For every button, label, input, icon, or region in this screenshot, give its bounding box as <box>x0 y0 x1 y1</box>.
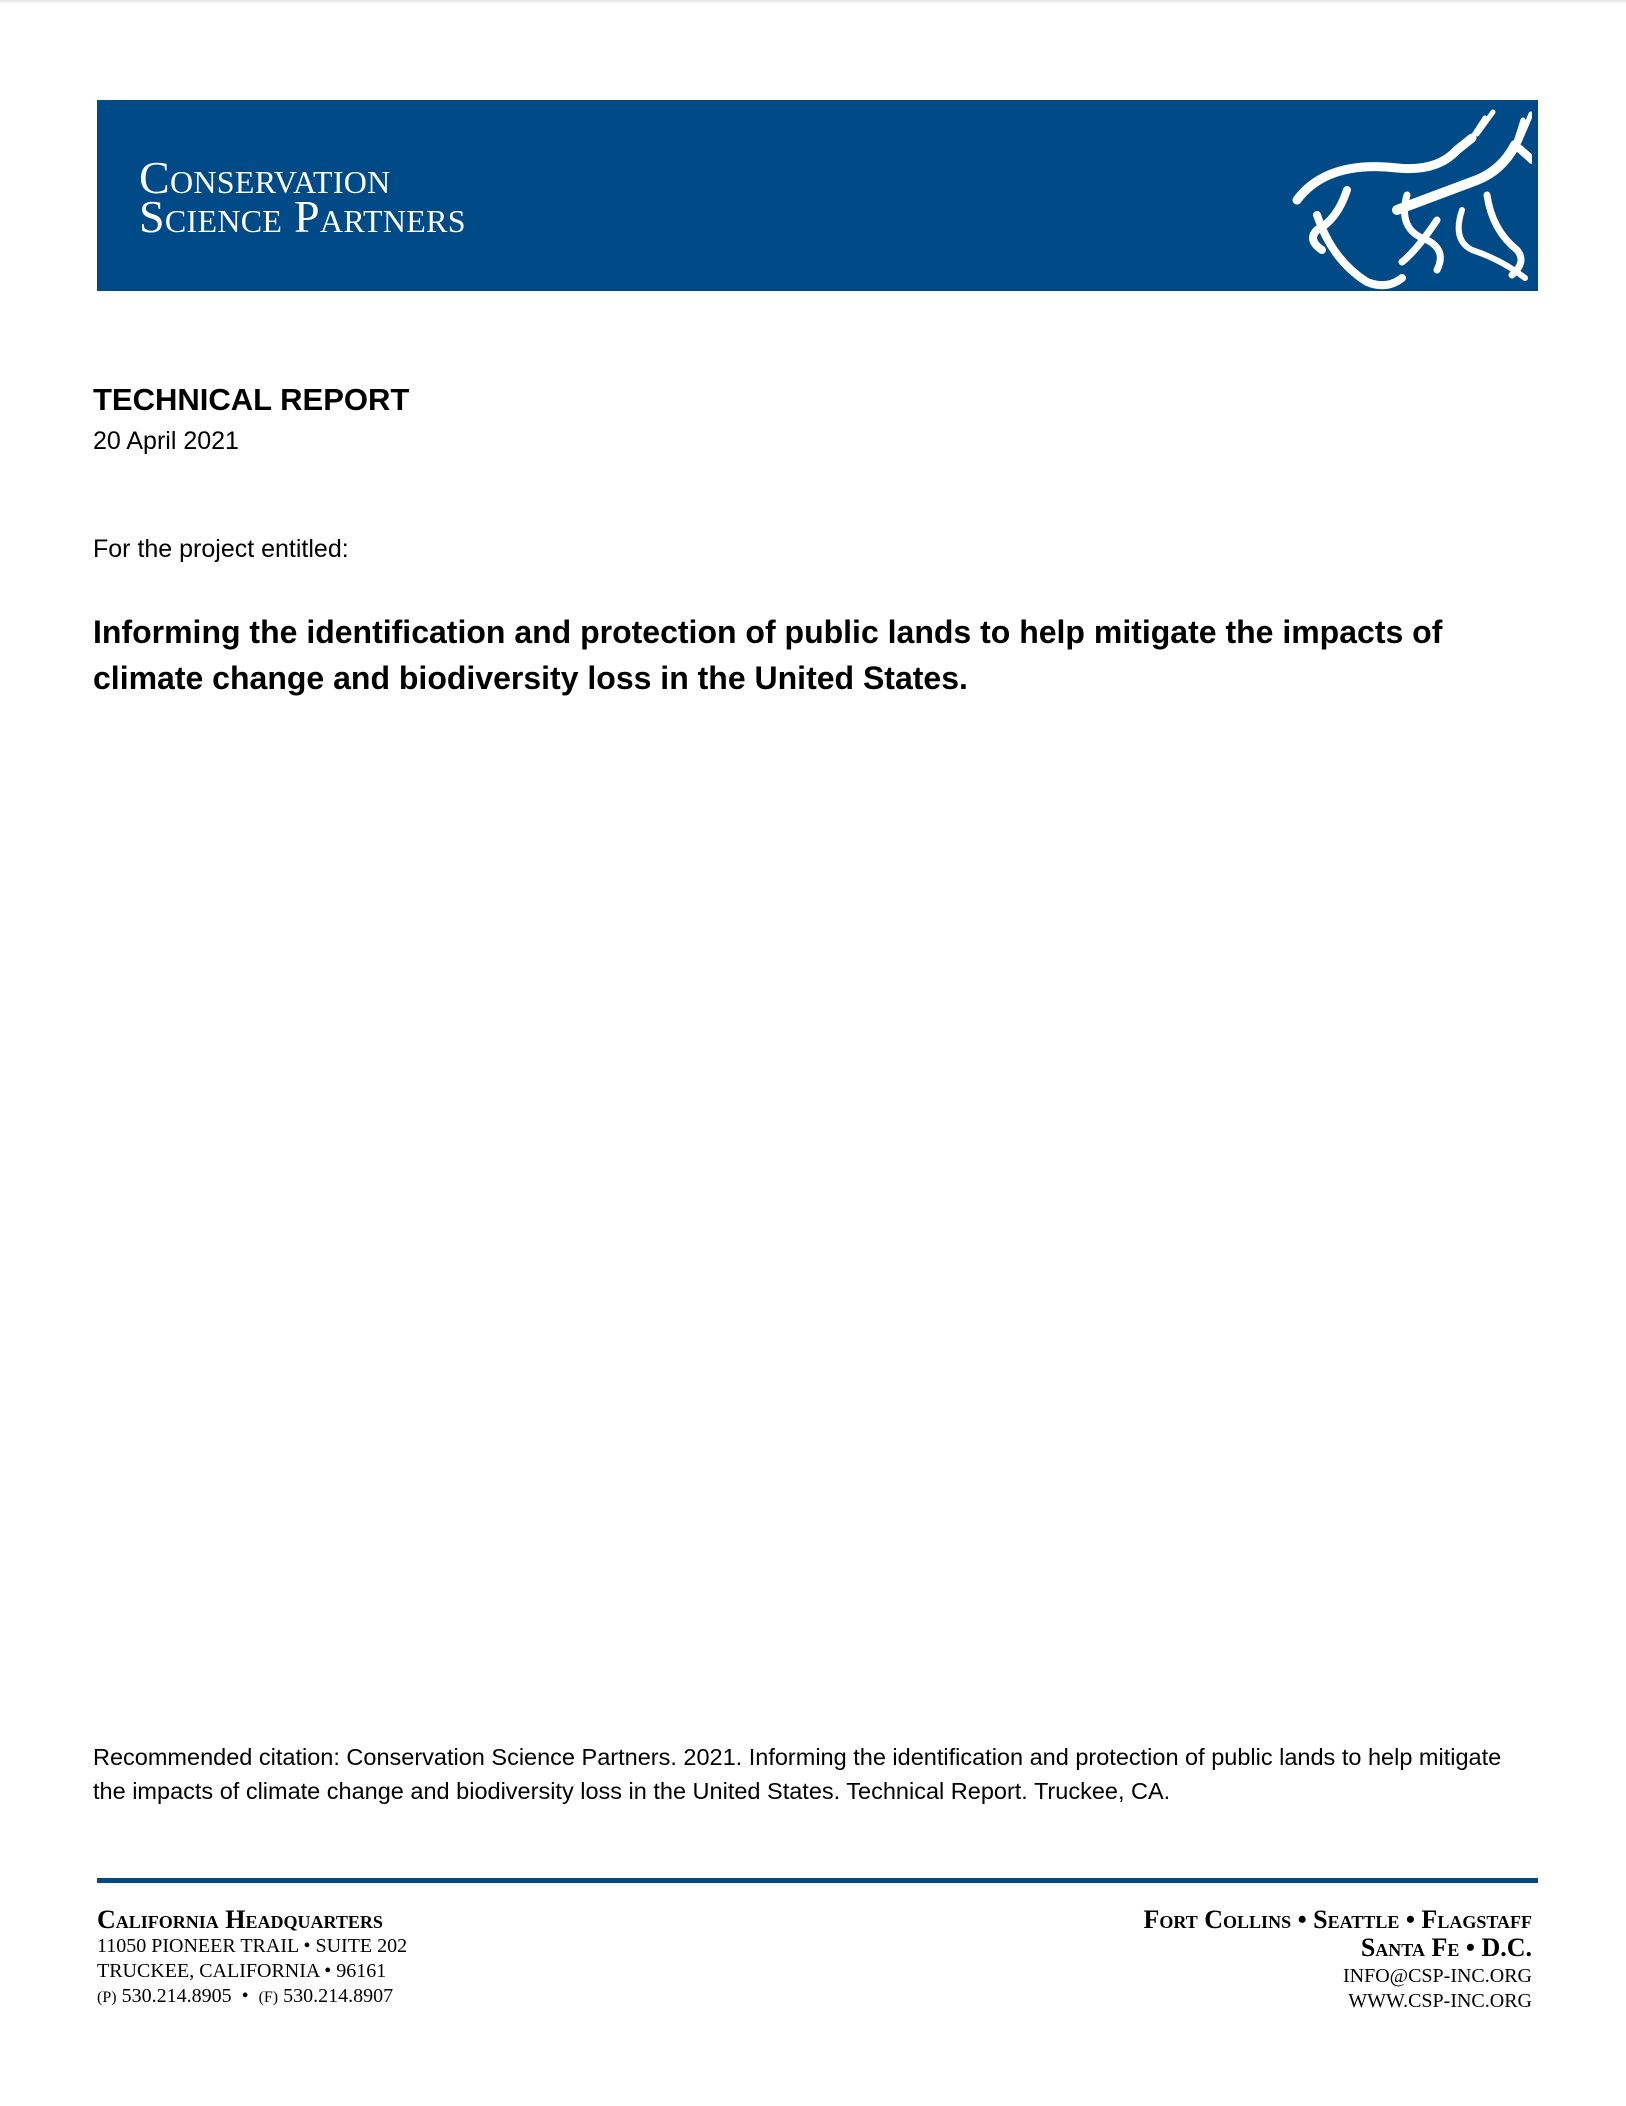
offices-line2: Santa Fe • D.C. <box>1360 1933 1532 1962</box>
contact-email[interactable]: INFO@CSP-INC.ORG <box>1342 1965 1532 1987</box>
leaping-antelope-logo-icon <box>1287 100 1532 291</box>
page-top-edge <box>0 0 1626 4</box>
footer-divider <box>97 1878 1538 1883</box>
headquarters-block <box>97 1906 407 2010</box>
project-intro: For the project entitled: <box>93 535 349 563</box>
org-name-line1: Conservation <box>139 152 391 203</box>
offices-block <box>1144 1906 1532 2014</box>
address-line2: TRUCKEE, CALIFORNIA • 96161 <box>97 1960 387 1982</box>
headquarters-title: California Headquarters <box>97 1905 383 1934</box>
fax-number: 530.214.8907 <box>283 1985 394 2007</box>
phone-prefix: (P) <box>97 1989 117 2006</box>
org-name-line2: Science Partners <box>139 191 466 242</box>
offices-line1: Fort Collins • Seattle • Flagstaff <box>1143 1905 1532 1934</box>
fax-prefix: (F) <box>258 1989 279 2006</box>
project-title: Informing the identification and protection of public lands to help mitigate the impacts of climate change and biodiversity loss in the United States. <box>93 614 1443 696</box>
report-type-heading: TECHNICAL REPORT <box>93 382 410 417</box>
phone-fax-line: (P) 530.214.8905 • (F) 530.214.8907 <box>97 1985 394 2007</box>
website-link[interactable]: WWW.CSP-INC.ORG <box>1348 1990 1532 2012</box>
phone-number: 530.214.8905 <box>121 1985 232 2007</box>
header-banner <box>97 100 1538 291</box>
address-line1: 11050 PIONEER TRAIL • SUITE 202 <box>97 1935 408 1957</box>
report-date: 20 April 2021 <box>93 427 239 455</box>
recommended-citation: Recommended citation: Conservation Science Partners. 2021. Informing the identification and protection of public lands to help mitigate the impacts of climate change and biodiversity loss in the United States. Technical Report. Truckee, CA. <box>93 1744 1502 1804</box>
org-name <box>139 152 466 242</box>
